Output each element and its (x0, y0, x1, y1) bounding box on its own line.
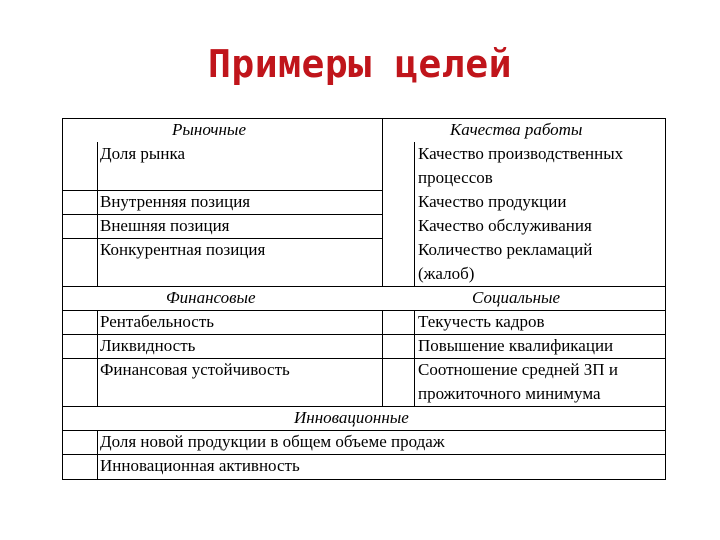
quality-item: процессов (418, 168, 493, 187)
finance-item: Финансовая устойчивость (100, 360, 290, 379)
quality-item: Качество продукции (418, 192, 567, 211)
section-rule (62, 286, 666, 287)
innovation-header: Инновационные (294, 408, 409, 427)
finance-item: Ликвидность (100, 336, 196, 355)
quality-item: Качество обслуживания (418, 216, 592, 235)
table-border-right (665, 118, 666, 480)
quality-item: (жалоб) (418, 264, 475, 283)
social-header: Социальные (472, 288, 561, 307)
innovation-item: Инновационная активность (100, 456, 300, 475)
quality-header: Качества работы (450, 120, 583, 139)
market-item: Конкурентная позиция (100, 240, 266, 259)
social-item: Соотношение средней ЗП и (418, 360, 618, 379)
right-margin-line-1 (414, 142, 415, 286)
finance-item: Рентабельность (100, 312, 215, 331)
social-item: прожиточного минимума (418, 384, 601, 403)
goals-table (62, 118, 666, 480)
quality-item: Количество рекламаций (418, 240, 593, 259)
mid-divider-1 (382, 118, 383, 286)
page-title: Примеры целей (208, 42, 512, 86)
market-item: Внешняя позиция (100, 216, 230, 235)
quality-item: Качество производственных (418, 144, 624, 163)
table-border-bottom (62, 479, 666, 480)
social-item: Текучесть кадров (418, 312, 545, 331)
table-border-left (62, 118, 63, 480)
market-item: Доля рынка (100, 144, 185, 163)
market-item: Внутренняя позиция (100, 192, 251, 211)
finance-header: Финансовые (166, 288, 256, 307)
market-header: Рыночные (172, 120, 246, 139)
innovation-item: Доля новой продукции в общем объеме продаж (100, 432, 445, 451)
social-item: Повышение квалификации (418, 336, 614, 355)
